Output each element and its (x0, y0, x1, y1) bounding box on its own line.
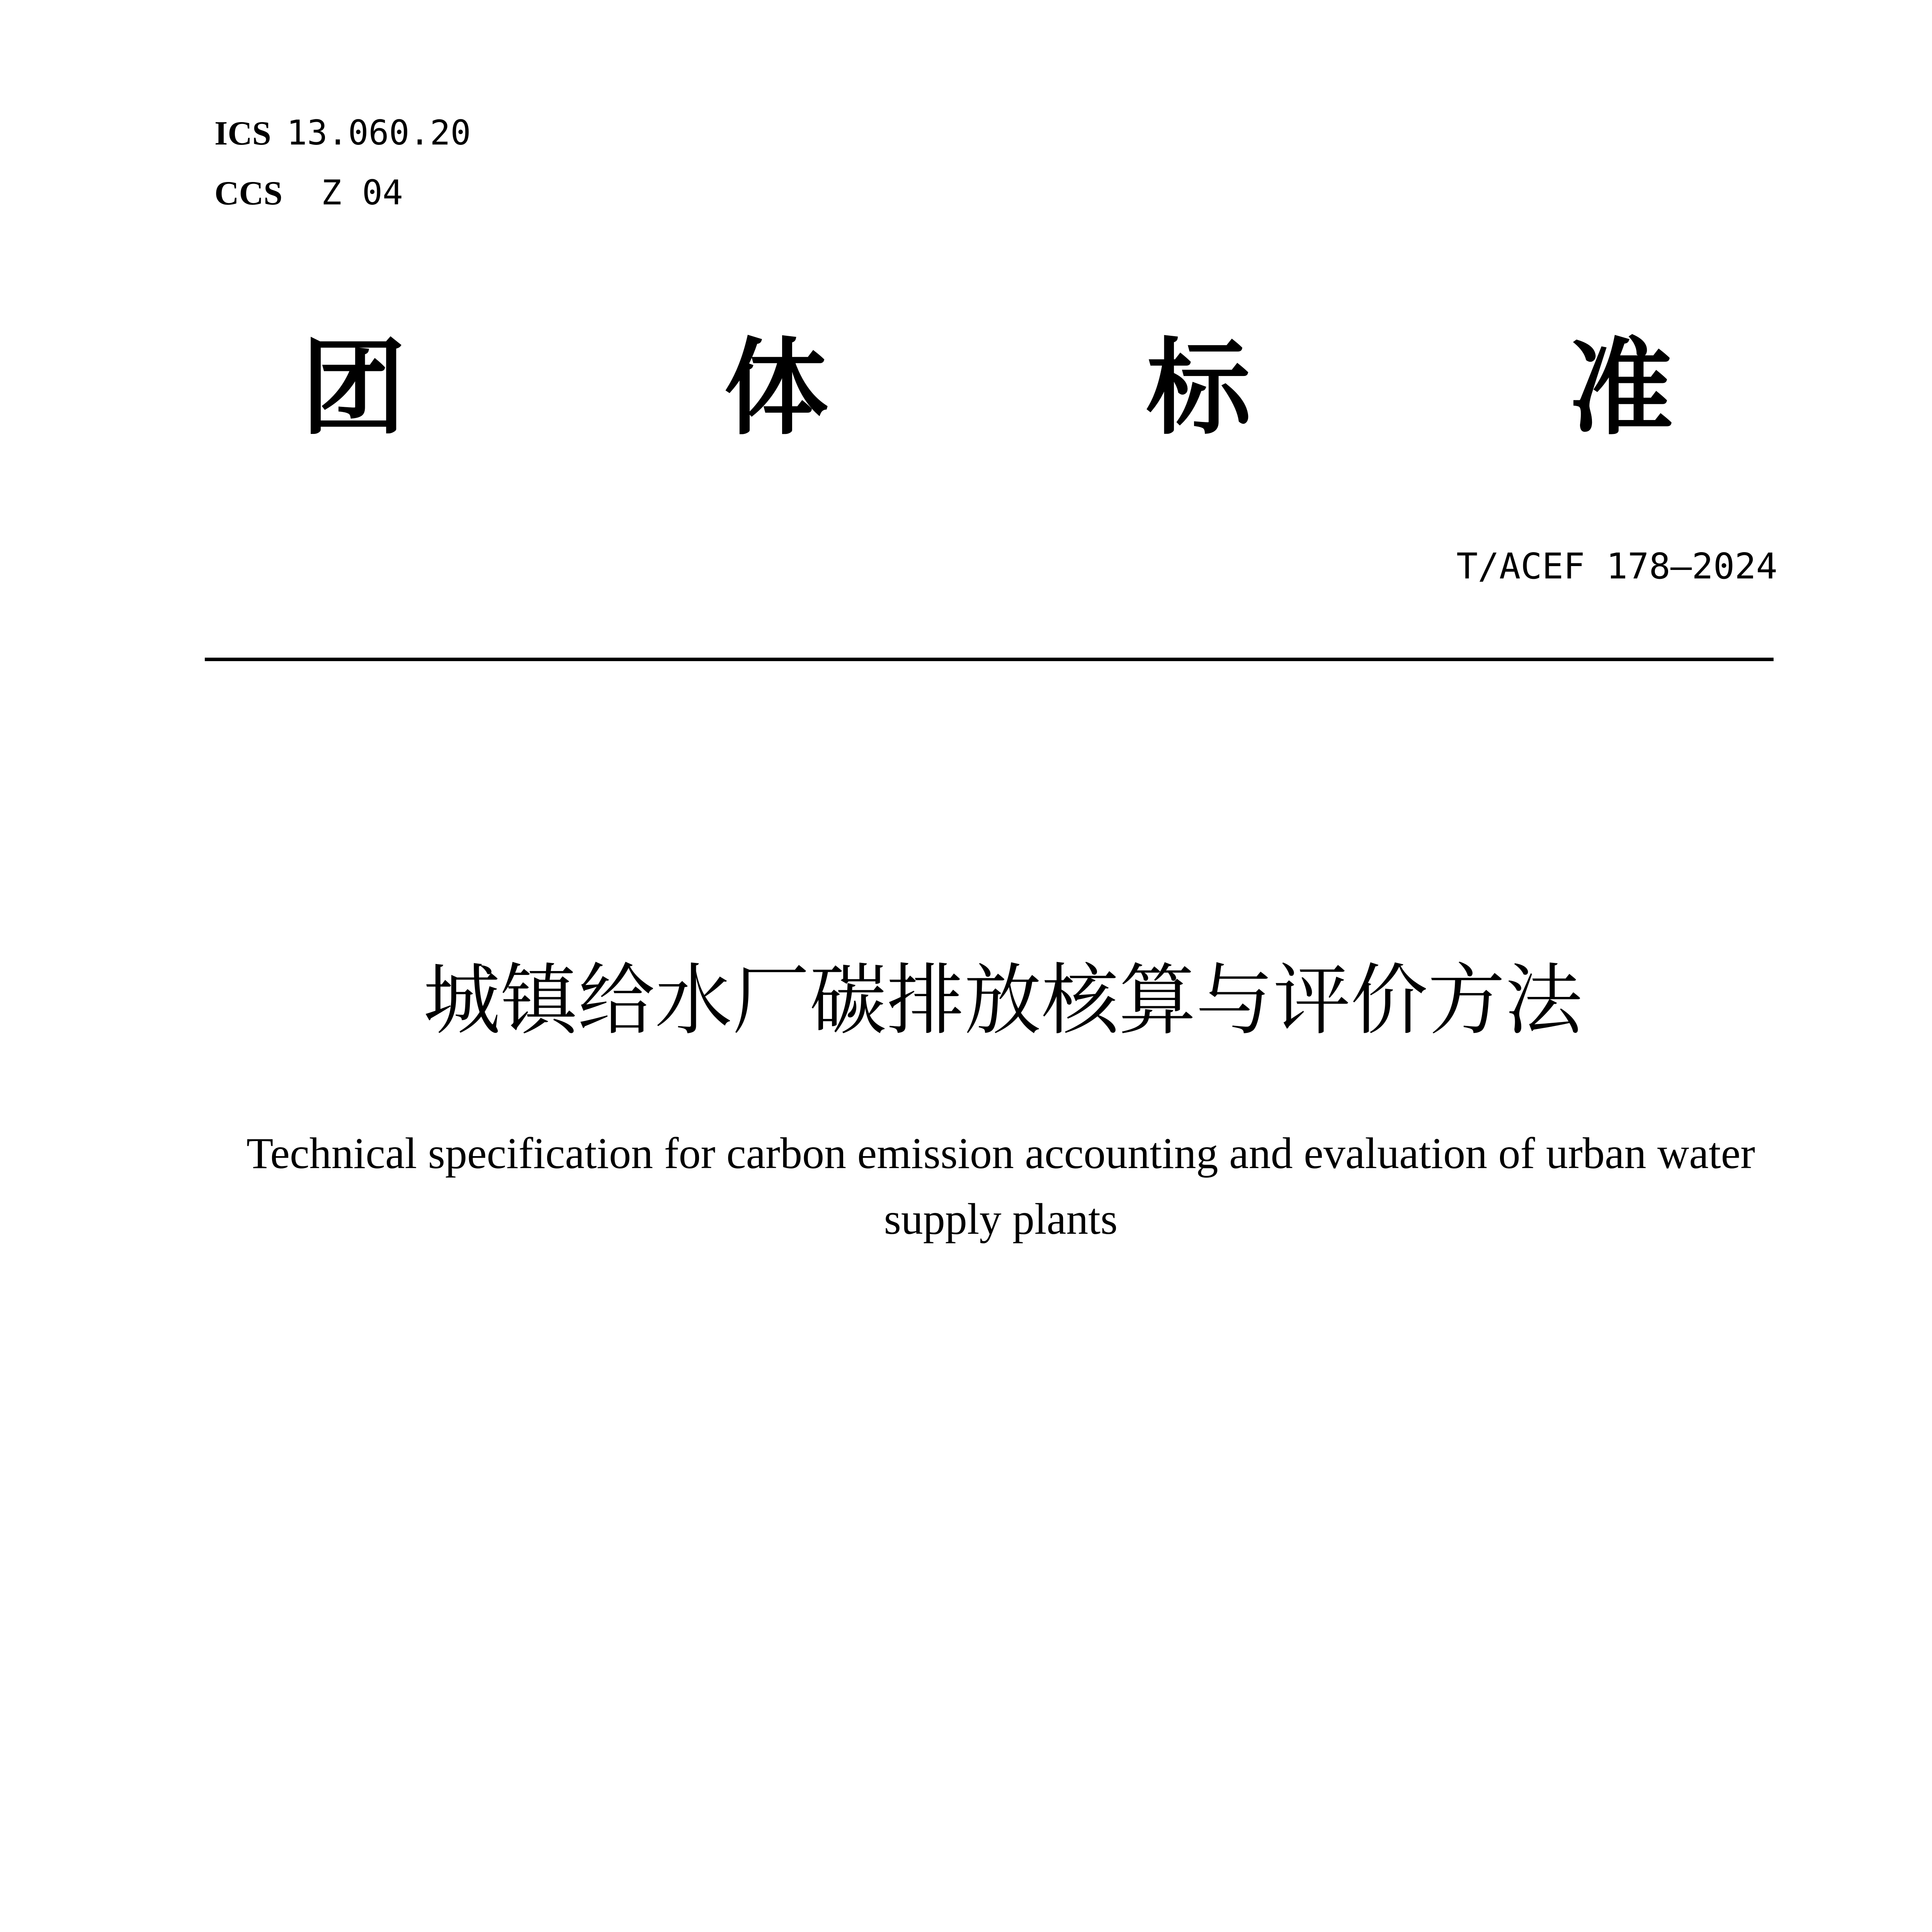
standard-type-char: 体 (724, 327, 828, 449)
ccs-label: CCS (214, 175, 283, 212)
title-english: Technical specification for carbon emission accounting and evaluation of urban water supply plants (246, 1129, 1755, 1243)
standard-number: T/ACEF 178—2024 (1456, 546, 1777, 587)
standard-type-char: 团 (301, 327, 406, 449)
standard-type-char: 准 (1568, 327, 1673, 449)
standard-type-heading (301, 327, 1673, 449)
ics-label: ICS (214, 115, 271, 152)
top-divider (205, 658, 1774, 661)
ics-value: 13.060.20 (286, 113, 471, 153)
ccs-code (214, 173, 403, 213)
standard-type-char: 标 (1146, 327, 1251, 449)
ics-code (214, 113, 471, 153)
ccs-value: Z 04 (321, 173, 403, 213)
title-chinese: 城镇给水厂碳排放核算与评价方法 (423, 956, 1582, 1046)
